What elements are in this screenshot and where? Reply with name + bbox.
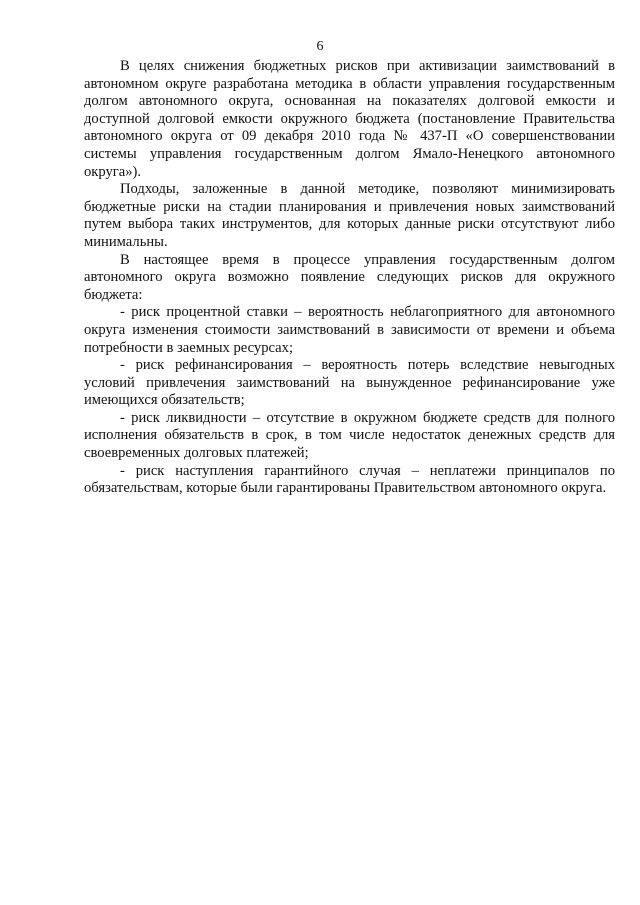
list-item-interest-rate-risk: - риск процентной ставки – вероятность неблагоприятного для автономного округа изменения стоимости заимствований в зависимости от времени и объема потребности в заемных ресурсах; — [84, 304, 615, 356]
paragraph-risks-intro: В настоящее время в процессе управления государственным долгом автономного округа возможно появление следующих рисков для окружного бюджета: — [84, 251, 615, 303]
list-item-refinancing-risk: - риск рефинансирования – вероятность потерь вследствие невыгодных условий привлечения заимствований на вынужденное рефинансирование уже имеющихся обязательств; — [84, 357, 615, 409]
page-number: 6 — [316, 39, 324, 54]
document-body — [84, 58, 615, 498]
paragraph-approaches: Подходы, заложенные в данной методике, позволяют минимизировать бюджетные риски на стадии планирования и привлечения новых заимствований путем выбора таких инструментов, для которых данные риски отсутствуют либо минимальны. — [84, 181, 615, 250]
paragraph-methodology: В целях снижения бюджетных рисков при активизации заимствований в автономном округе разработана методика в области управления государственным долгом автономного округа, основанная на показателях долговой емкости и доступной долговой емкости окружного бюджета (постановление Правительства автономного округа от 09 декабря 2010 года № 437-П «О совершенствовании системы управления государственным долгом Ямало-Ненецкого автономного округа»). — [84, 58, 615, 180]
list-item-guarantee-risk: - риск наступления гарантийного случая – неплатежи принципалов по обязательствам, которые были гарантированы Правительством автономного округа. — [84, 462, 615, 497]
list-item-liquidity-risk: - риск ликвидности – отсутствие в окружном бюджете средств для полного исполнения обязательств в срок, в том числе недостаток денежных средств для своевременных долговых платежей; — [84, 409, 615, 462]
